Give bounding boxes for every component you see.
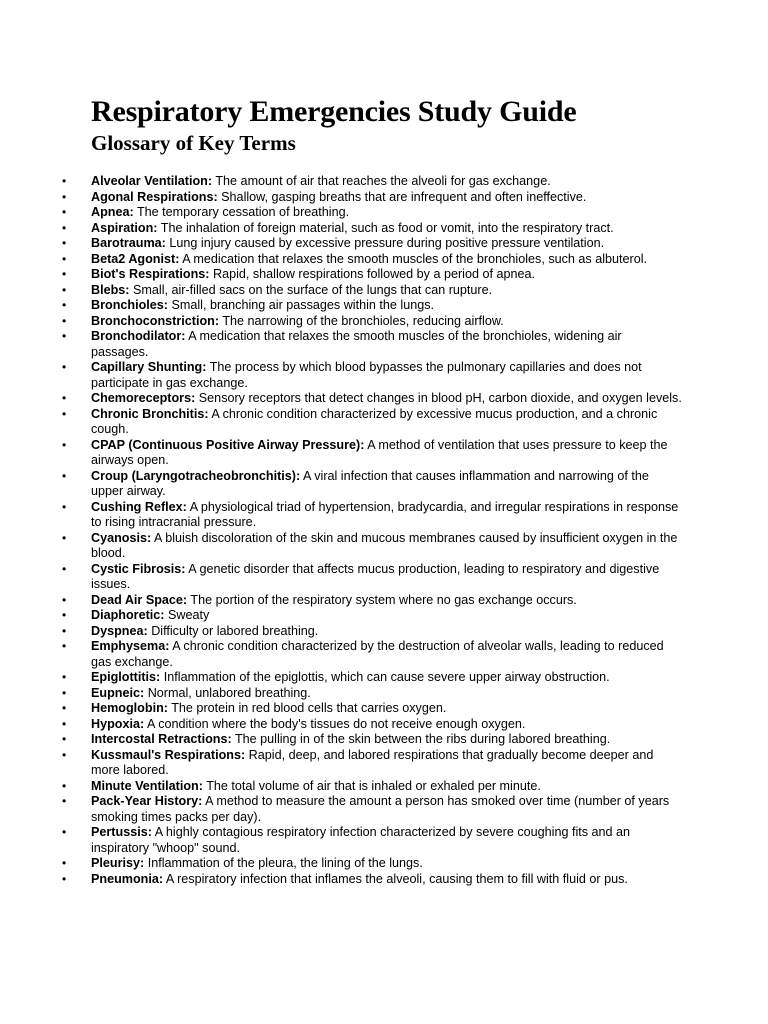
- glossary-term: Hypoxia:: [91, 716, 145, 731]
- glossary-definition: The amount of air that reaches the alveoli for gas exchange.: [215, 174, 551, 188]
- glossary-definition: Rapid, deep, and labored respirations that gradually become deeper and more labored.: [91, 747, 654, 777]
- bullet-icon: •: [62, 437, 67, 452]
- glossary-term: Blebs:: [91, 282, 130, 297]
- bullet-icon: •: [62, 825, 67, 839]
- glossary-entry: [62, 794, 682, 825]
- glossary-term: Kussmaul's Respirations:: [91, 747, 246, 762]
- glossary-term: Emphysema:: [91, 639, 170, 653]
- glossary-entry: [62, 267, 682, 283]
- glossary-definition: A chronic condition characterized by the destruction of alveolar walls, leading to reduced gas exchange.: [91, 639, 664, 669]
- glossary-entry: [62, 825, 682, 856]
- glossary-definition: Sensory receptors that detect changes in blood pH, carbon dioxide, and oxygen levels.: [198, 391, 682, 405]
- glossary-entry: [62, 190, 682, 206]
- bullet-icon: •: [62, 174, 67, 188]
- glossary-definition: The inhalation of foreign material, such as food or vomit, into the respiratory tract.: [160, 220, 614, 235]
- bullet-icon: •: [62, 360, 67, 374]
- glossary-term: CPAP (Continuous Positive Airway Pressure):: [91, 437, 365, 452]
- glossary-entry: [62, 283, 682, 299]
- glossary-definition: Inflammation of the pleura, the lining of the lungs.: [147, 856, 423, 870]
- glossary-term: Intercostal Retractions:: [91, 732, 232, 746]
- glossary-definition: The temporary cessation of breathing.: [136, 205, 350, 219]
- glossary-entry: [62, 174, 682, 190]
- document-title: Respiratory Emergencies Study Guide: [91, 95, 577, 128]
- glossary-definition: Normal, unlabored breathing.: [147, 685, 311, 700]
- glossary-entry: [62, 391, 682, 407]
- glossary-entry: [62, 531, 682, 562]
- glossary-definition: The pulling in of the skin between the ribs during labored breathing.: [234, 732, 611, 746]
- glossary-entry: [62, 252, 682, 268]
- glossary-term: Chemoreceptors:: [91, 391, 196, 405]
- glossary-term: Hemoglobin:: [91, 701, 168, 715]
- bullet-icon: •: [62, 391, 67, 405]
- glossary-definition: Rapid, shallow respirations followed by a period of apnea.: [212, 267, 536, 281]
- glossary-definition: Lung injury caused by excessive pressure during positive pressure ventilation.: [169, 236, 605, 250]
- bullet-icon: •: [62, 794, 67, 808]
- glossary-definition: The process by which blood bypasses the pulmonary capillaries and does not participate in gas exchange.: [91, 360, 642, 390]
- glossary-definition: A medication that relaxes the smooth muscles of the bronchioles, widening air passages.: [91, 329, 622, 359]
- glossary-entry: [62, 407, 682, 438]
- bullet-icon: •: [62, 313, 67, 328]
- glossary-entry: [62, 438, 682, 469]
- glossary-entry: [62, 298, 682, 314]
- bullet-icon: •: [62, 205, 67, 219]
- glossary-entry: [62, 670, 682, 686]
- bullet-icon: •: [62, 608, 67, 622]
- glossary-definition: A chronic condition characterized by excessive mucus production, and a chronic cough.: [91, 406, 658, 436]
- glossary-definition: A bluish discoloration of the skin and mucous membranes caused by insufficient oxygen in the blood.: [91, 530, 678, 560]
- glossary-term: Bronchodilator:: [91, 329, 186, 343]
- bullet-icon: •: [62, 298, 67, 312]
- bullet-icon: •: [62, 329, 67, 343]
- glossary-entry: [62, 360, 682, 391]
- glossary-term: Minute Ventilation:: [91, 778, 203, 793]
- bullet-icon: •: [62, 856, 67, 870]
- glossary-term: Barotrauma:: [91, 236, 166, 250]
- bullet-icon: •: [62, 685, 67, 700]
- bullet-icon: •: [62, 236, 67, 250]
- bullet-icon: •: [62, 747, 67, 762]
- glossary-definition: A method to measure the amount a person has smoked over time (number of years smoking times packs per day).: [91, 794, 670, 824]
- glossary-entry: [62, 236, 682, 252]
- glossary-term: Beta2 Agonist:: [91, 251, 180, 266]
- glossary-entry: [62, 205, 682, 221]
- glossary-entry: [62, 329, 682, 360]
- glossary-list: [62, 174, 682, 887]
- glossary-term: Alveolar Ventilation:: [91, 174, 213, 188]
- glossary-entry: [62, 624, 682, 640]
- glossary-term: Dyspnea:: [91, 623, 148, 638]
- glossary-definition: Small, air-filled sacs on the surface of the lungs that can rupture.: [133, 282, 493, 297]
- glossary-entry: [62, 748, 682, 779]
- glossary-term: Apnea:: [91, 205, 134, 219]
- bullet-icon: •: [62, 623, 67, 638]
- glossary-definition: Inflammation of the epiglottis, which can cause severe upper airway obstruction.: [163, 670, 610, 684]
- glossary-definition: The narrowing of the bronchioles, reducing airflow.: [222, 313, 504, 328]
- bullet-icon: •: [62, 592, 67, 607]
- glossary-term: Bronchoconstriction:: [91, 313, 220, 328]
- glossary-definition: Sweaty: [167, 608, 210, 622]
- glossary-term: Dead Air Space:: [91, 592, 188, 607]
- glossary-definition: A viral infection that causes inflammation and narrowing of the upper airway.: [91, 468, 649, 498]
- glossary-term: Pertussis:: [91, 825, 152, 839]
- glossary-entry: [62, 701, 682, 717]
- bullet-icon: •: [62, 732, 67, 746]
- glossary-entry: [62, 779, 682, 795]
- glossary-entry: [62, 562, 682, 593]
- glossary-definition: A method of ventilation that uses pressure to keep the airways open.: [91, 437, 668, 467]
- glossary-term: Croup (Laryngotracheobronchitis):: [91, 468, 301, 483]
- glossary-definition: Small, branching air passages within the lungs.: [171, 298, 434, 312]
- bullet-icon: •: [62, 530, 67, 545]
- bullet-icon: •: [62, 267, 67, 281]
- bullet-icon: •: [62, 778, 67, 793]
- bullet-icon: •: [62, 220, 67, 235]
- glossary-entry: [62, 717, 682, 733]
- glossary-definition: A physiological triad of hypertension, bradycardia, and irregular respirations in response to rising intracranial pressure.: [91, 499, 679, 529]
- glossary-definition: The portion of the respiratory system where no gas exchange occurs.: [190, 592, 577, 607]
- glossary-term: Biot's Respirations:: [91, 267, 210, 281]
- glossary-entry: [62, 469, 682, 500]
- glossary-term: Capillary Shunting:: [91, 360, 207, 374]
- glossary-definition: Difficulty or labored breathing.: [151, 623, 319, 638]
- glossary-term: Diaphoretic:: [91, 608, 165, 622]
- bullet-icon: •: [62, 561, 67, 576]
- glossary-term: Agonal Respirations:: [91, 189, 218, 204]
- glossary-definition: The total volume of air that is inhaled or exhaled per minute.: [206, 778, 541, 793]
- bullet-icon: •: [62, 639, 67, 653]
- glossary-term: Cyanosis:: [91, 530, 152, 545]
- glossary-entry: [62, 608, 682, 624]
- glossary-term: Eupneic:: [91, 685, 145, 700]
- bullet-icon: •: [62, 189, 67, 204]
- glossary-definition: The protein in red blood cells that carries oxygen.: [171, 701, 447, 715]
- glossary-term: Pneumonia:: [91, 871, 164, 886]
- bullet-icon: •: [62, 701, 67, 715]
- glossary-entry: [62, 500, 682, 531]
- bullet-icon: •: [62, 251, 67, 266]
- glossary-term: Aspiration:: [91, 220, 158, 235]
- glossary-definition: A condition where the body's tissues do not receive enough oxygen.: [147, 716, 526, 731]
- bullet-icon: •: [62, 499, 67, 514]
- glossary-term: Pleurisy:: [91, 856, 145, 870]
- bullet-icon: •: [62, 670, 67, 684]
- glossary-definition: A genetic disorder that affects mucus production, leading to respiratory and digestive issues.: [91, 561, 660, 591]
- glossary-term: Cystic Fibrosis:: [91, 561, 186, 576]
- glossary-term: Cushing Reflex:: [91, 499, 187, 514]
- glossary-term: Bronchioles:: [91, 298, 168, 312]
- bullet-icon: •: [62, 871, 67, 886]
- glossary-entry: [62, 639, 682, 670]
- glossary-entry: [62, 732, 682, 748]
- bullet-icon: •: [62, 716, 67, 731]
- glossary-definition: Shallow, gasping breaths that are infrequent and often ineffective.: [221, 189, 587, 204]
- section-heading: Glossary of Key Terms: [91, 131, 296, 155]
- glossary-definition: A respiratory infection that inflames the alveoli, causing them to fill with fluid or pus.: [165, 871, 628, 886]
- glossary-entry: [62, 593, 682, 609]
- glossary-entry: [62, 314, 682, 330]
- glossary-term: Pack-Year History:: [91, 794, 203, 808]
- glossary-entry: [62, 221, 682, 237]
- glossary-definition: A highly contagious respiratory infection characterized by severe coughing fits and an inspiratory "whoop" sound.: [91, 825, 631, 855]
- bullet-icon: •: [62, 468, 67, 483]
- bullet-icon: •: [62, 406, 67, 421]
- glossary-term: Epiglottitis:: [91, 670, 161, 684]
- bullet-icon: •: [62, 282, 67, 297]
- glossary-entry: [62, 856, 682, 872]
- glossary-entry: [62, 872, 682, 888]
- glossary-term: Chronic Bronchitis:: [91, 406, 209, 421]
- glossary-definition: A medication that relaxes the smooth muscles of the bronchioles, such as albuterol.: [182, 251, 648, 266]
- glossary-entry: [62, 686, 682, 702]
